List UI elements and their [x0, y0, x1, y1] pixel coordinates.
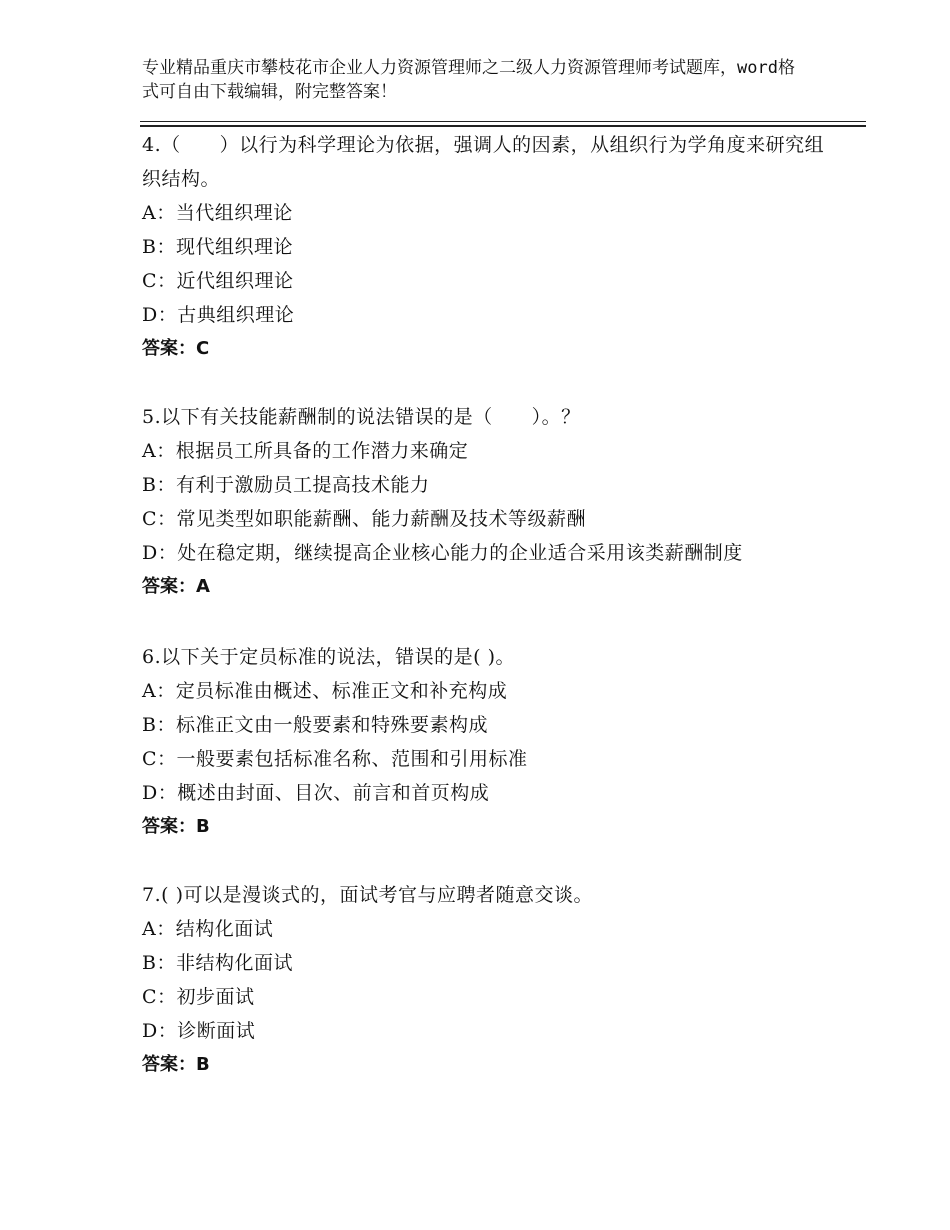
option-b: B：现代组织理论 [142, 236, 293, 258]
question-4 [142, 128, 832, 366]
question-7 [142, 878, 832, 1082]
page-header: 专业精品重庆市攀枝花市企业人力资源管理师之二级人力资源管理师考试题库，word格式可自由下载编辑，附完整答案！ [142, 58, 795, 102]
option-a: A：当代组织理论 [142, 202, 293, 224]
option-c: C：近代组织理论 [142, 270, 294, 292]
answer-label: 答案：A [142, 576, 210, 597]
option-b: B：非结构化面试 [142, 952, 293, 974]
header-divider-thick [140, 125, 866, 127]
question-stem: 7.( )可以是漫谈式的，面试考官与应聘者随意交谈。 [142, 884, 593, 906]
option-d: D：诊断面试 [142, 1020, 256, 1042]
option-a: A：定员标准由概述、标准正文和补充构成 [142, 680, 508, 702]
option-c: C：初步面试 [142, 986, 255, 1008]
question-stem: 6.以下关于定员标准的说法，错误的是( )。 [142, 646, 515, 668]
header-divider-thin [140, 121, 866, 122]
option-c: C：一般要素包括标准名称、范围和引用标准 [142, 748, 528, 770]
answer-label: 答案：C [142, 338, 210, 359]
question-6 [142, 640, 832, 844]
option-c: C：常见类型如职能薪酬、能力薪酬及技术等级薪酬 [142, 508, 587, 530]
option-a: A：根据员工所具备的工作潜力来确定 [142, 440, 469, 462]
option-d: D：古典组织理论 [142, 304, 295, 326]
option-d: D：处在稳定期，继续提高企业核心能力的企业适合采用该类薪酬制度 [142, 542, 743, 564]
option-a: A：结构化面试 [142, 918, 274, 940]
answer-label: 答案：B [142, 816, 210, 837]
option-b: B：有利于激励员工提高技术能力 [142, 474, 430, 496]
question-5 [142, 400, 832, 604]
option-b: B：标准正文由一般要素和特殊要素构成 [142, 714, 488, 736]
answer-label: 答案：B [142, 1054, 210, 1075]
question-stem: 4.（ ）以行为科学理论为依据，强调人的因素，从组织行为学角度来研究组织结构。 [142, 134, 825, 190]
option-d: D：概述由封面、目次、前言和首页构成 [142, 782, 490, 804]
question-stem: 5.以下有关技能薪酬制的说法错误的是（ ）。？ [142, 406, 581, 428]
